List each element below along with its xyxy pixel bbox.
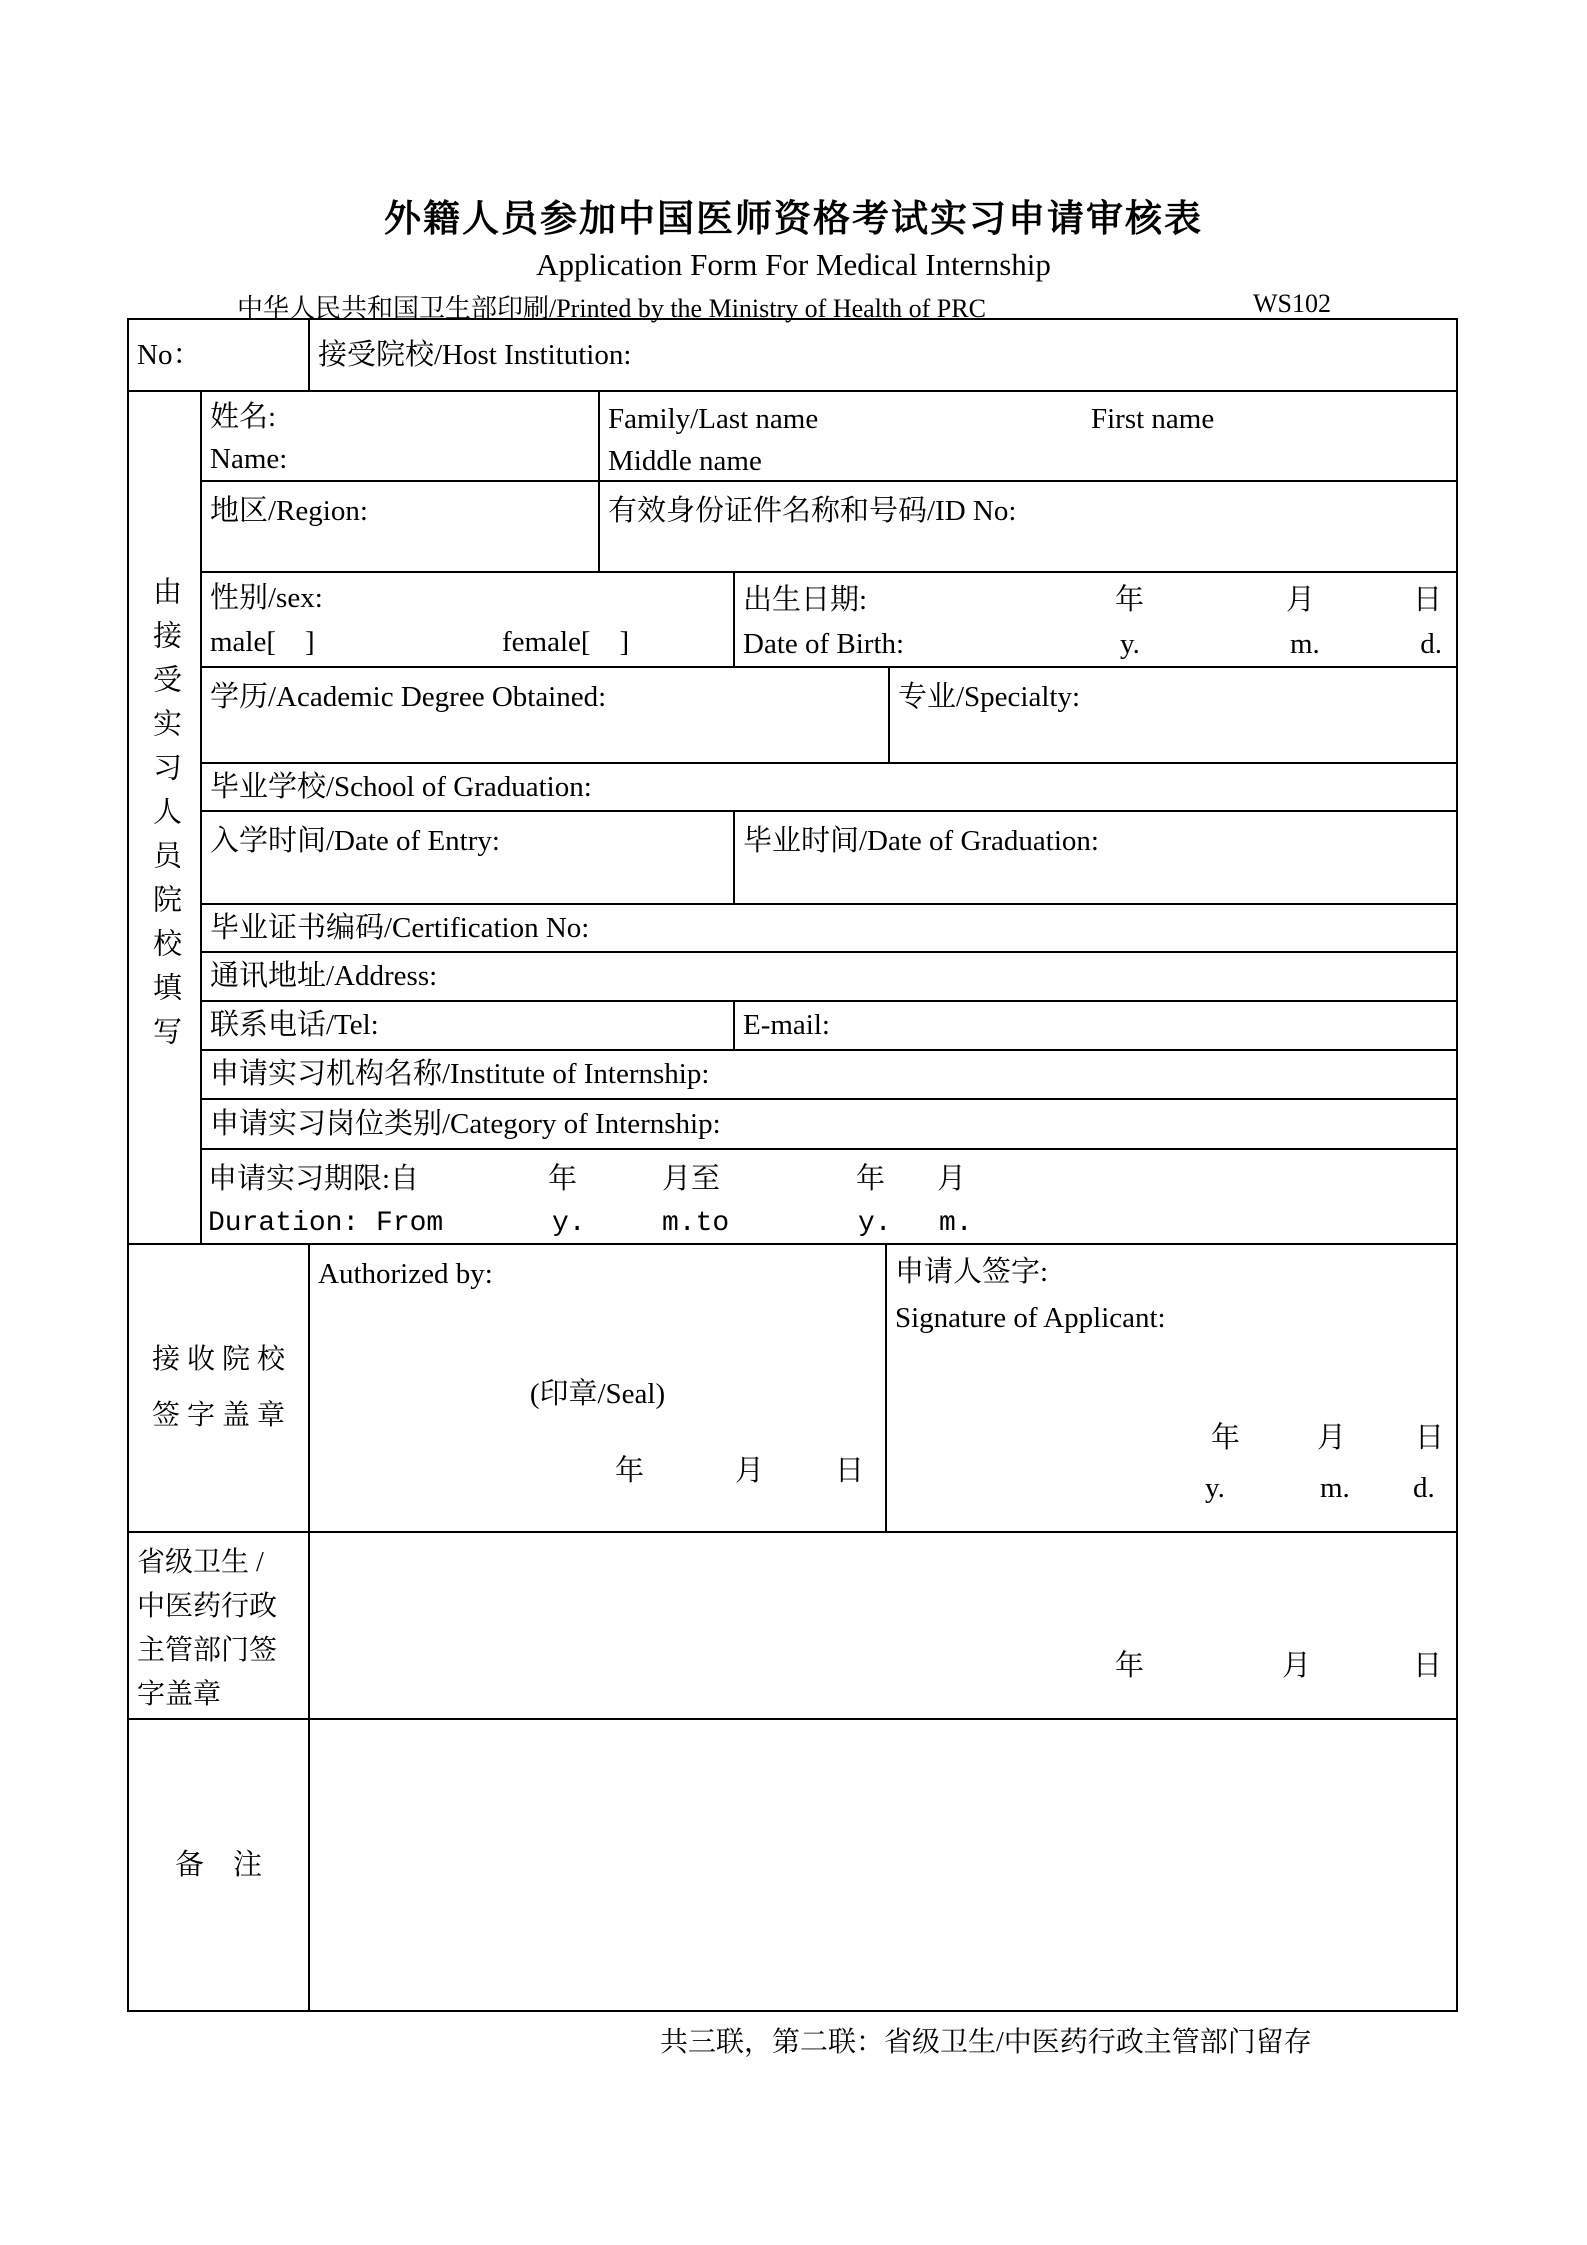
school-of-graduation-cell: 毕业学校/School of Graduation: xyxy=(202,764,1456,812)
filled-by-strip xyxy=(129,392,202,1245)
host-signature-label-line1: 接 收 院 校 xyxy=(151,1344,285,1375)
birth-month-cn: 月 xyxy=(1286,584,1316,616)
birth-label-en: Date of Birth: xyxy=(743,628,905,660)
name-label-cell xyxy=(202,392,600,482)
middle-name-label: Middle name xyxy=(608,445,762,477)
name-label-cn: 姓名: xyxy=(210,401,277,433)
application-form-table xyxy=(127,318,1458,2012)
email-cell: E-mail: xyxy=(735,1002,1456,1051)
date-of-entry-cell: 入学时间/Date of Entry: xyxy=(202,812,735,905)
prov-year-cn: 年 xyxy=(1115,1650,1145,1682)
page-subtitle: Application Form For Medical Internship xyxy=(536,247,1051,282)
page-title: 外籍人员参加中国医师资格考试实习申请审核表 xyxy=(384,199,1203,240)
auth-month-cn: 月 xyxy=(735,1455,765,1487)
birth-month-en: m. xyxy=(1290,628,1320,660)
prov-month-cn: 月 xyxy=(1282,1650,1312,1682)
applicant-signature-cell xyxy=(887,1245,1456,1533)
provincial-label-line2: 中医药行政 xyxy=(137,1591,278,1622)
duration-month2-en: m. xyxy=(939,1208,973,1239)
duration-year2-en: y. xyxy=(858,1208,892,1239)
footer-note: 共三联，第二联：省级卫生/中医药行政主管部门留存 xyxy=(660,2027,1312,2058)
category-of-internship-cell: 申请实习岗位类别/Category of Internship: xyxy=(202,1100,1456,1150)
specialty-cell: 专业/Specialty: xyxy=(890,668,1456,764)
duration-prefix-cn: 申请实习期限:自 xyxy=(208,1163,420,1195)
sex-female-checkbox: female[ ] xyxy=(502,626,630,659)
provincial-label-line3: 主管部门签 xyxy=(137,1635,278,1666)
duration-year1-cn: 年 xyxy=(548,1163,578,1195)
tel-cell: 联系电话/Tel: xyxy=(202,1002,735,1051)
certification-no-cell: 毕业证书编码/Certification No: xyxy=(202,905,1456,953)
form-code: WS102 xyxy=(1253,289,1331,318)
birth-year-en: y. xyxy=(1120,628,1140,660)
duration-month1-en: m.to xyxy=(662,1208,730,1239)
app-month-en: m. xyxy=(1320,1472,1350,1504)
app-day-en: d. xyxy=(1413,1472,1435,1504)
address-cell: 通讯地址/Address: xyxy=(202,953,1456,1002)
host-institution-cell: 接受院校/Host Institution: xyxy=(310,320,1456,392)
provincial-authority-cell xyxy=(310,1533,1456,1720)
provincial-authority-label-cell xyxy=(129,1533,310,1720)
host-signature-label-line2: 签 字 盖 章 xyxy=(151,1400,285,1431)
remarks-label-cell: 备 注 xyxy=(129,1720,310,2010)
sex-label: 性别/sex: xyxy=(210,582,323,614)
app-day-cn: 日 xyxy=(1415,1422,1445,1454)
host-signature-label-cell xyxy=(129,1245,310,1533)
duration-year1-en: y. xyxy=(552,1208,586,1239)
auth-year-cn: 年 xyxy=(615,1455,645,1487)
duration-cell xyxy=(202,1150,1456,1245)
region-label-cell: 地区/Region: xyxy=(202,482,600,573)
duration-month1-cn: 月至 xyxy=(662,1163,721,1195)
provincial-label-line4: 字盖章 xyxy=(137,1679,222,1710)
provincial-label-line1: 省级卫生 / xyxy=(137,1547,264,1578)
applicant-signature-cn: 申请人签字: xyxy=(895,1256,1049,1288)
sex-cell xyxy=(202,573,735,668)
seal-label: (印章/Seal) xyxy=(529,1378,666,1410)
duration-month2-cn: 月 xyxy=(937,1163,967,1195)
id-no-cell: 有效身份证件名称和号码/ID No: xyxy=(600,482,1456,573)
app-year-cn: 年 xyxy=(1211,1422,1241,1454)
birth-day-en: d. xyxy=(1420,628,1442,660)
printed-by-line: 中华人民共和国卫生部印刷/Printed by the Ministry of Health of PRC xyxy=(237,294,986,323)
family-name-label: Family/Last name xyxy=(608,403,819,435)
app-year-en: y. xyxy=(1205,1472,1225,1504)
birth-year-cn: 年 xyxy=(1115,584,1145,616)
no-label-cell: No： xyxy=(129,320,310,392)
sex-male-checkbox: male[ ] xyxy=(210,626,315,659)
authorized-by-label: Authorized by: xyxy=(318,1258,493,1290)
birth-label-cn: 出生日期: xyxy=(743,584,868,616)
applicant-signature-en: Signature of Applicant: xyxy=(895,1302,1166,1334)
remarks-content-cell xyxy=(310,1720,1456,2010)
name-value-cell xyxy=(600,392,1456,482)
birth-day-cn: 日 xyxy=(1412,584,1442,616)
first-name-label: First name xyxy=(1091,403,1215,435)
filled-by-strip-text: 由接受实习人员院校填写 xyxy=(149,575,181,1060)
duration-year2-cn: 年 xyxy=(856,1163,886,1195)
date-of-graduation-cell: 毕业时间/Date of Graduation: xyxy=(735,812,1456,905)
prov-day-cn: 日 xyxy=(1412,1650,1442,1682)
authorized-by-cell xyxy=(310,1245,887,1533)
academic-degree-cell: 学历/Academic Degree Obtained: xyxy=(202,668,890,764)
app-month-cn: 月 xyxy=(1317,1422,1347,1454)
name-label-en: Name: xyxy=(210,443,288,476)
auth-day-cn: 日 xyxy=(835,1455,865,1487)
duration-prefix-en: Duration: From xyxy=(208,1208,444,1239)
institute-of-internship-cell: 申请实习机构名称/Institute of Internship: xyxy=(202,1051,1456,1100)
birth-date-cell xyxy=(735,573,1456,668)
